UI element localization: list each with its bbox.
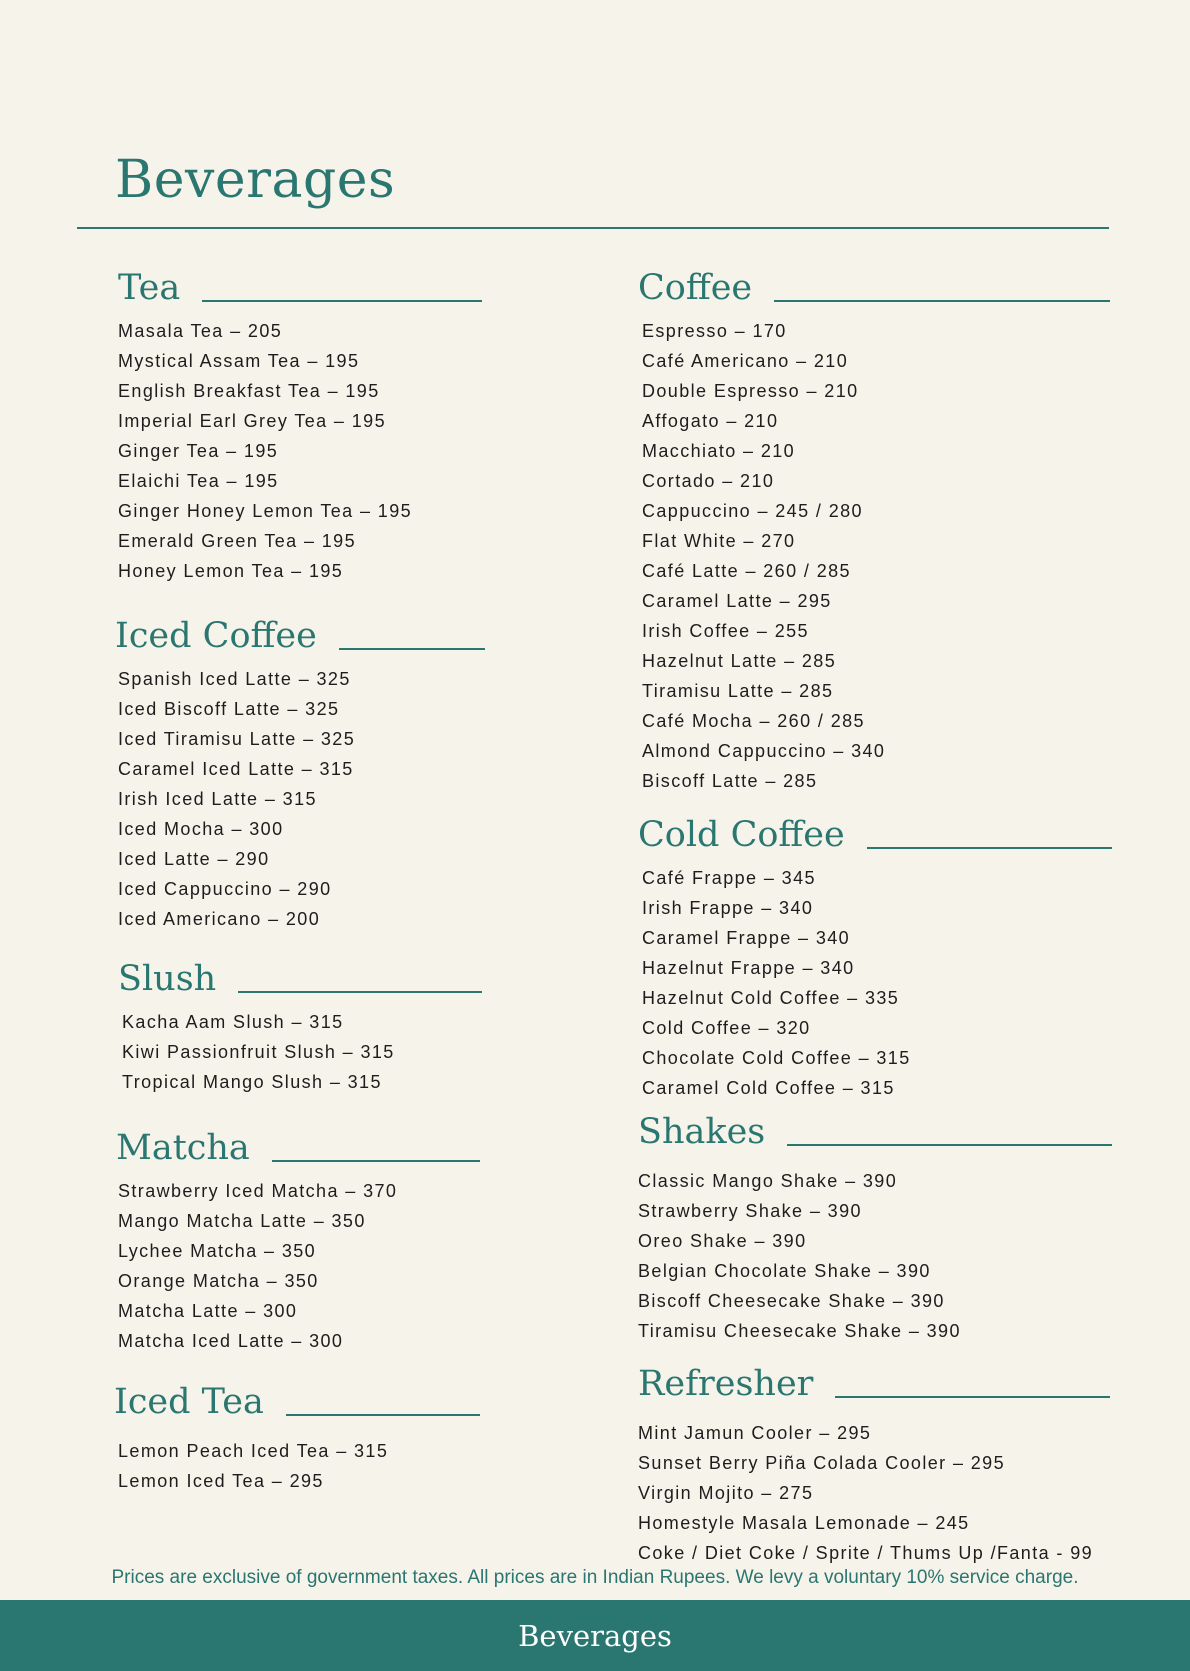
menu-item: Honey Lemon Tea – 195: [118, 561, 344, 581]
menu-item: Mystical Assam Tea – 195: [118, 351, 360, 371]
menu-item: Café Americano – 210: [642, 351, 849, 371]
section-tea: [118, 268, 482, 586]
menu-item: Iced Latte – 290: [118, 849, 270, 869]
menu-item: Double Espresso – 210: [642, 381, 859, 401]
menu-item: Caramel Iced Latte – 315: [118, 759, 354, 779]
menu-item: Virgin Mojito – 275: [638, 1483, 814, 1503]
menu-item: Café Latte – 260 / 285: [642, 561, 851, 581]
menu-item: Kacha Aam Slush – 315: [122, 1012, 344, 1032]
menu-item: Cortado – 210: [642, 471, 775, 491]
menu-item: Biscoff Latte – 285: [642, 771, 818, 791]
menu-item: Elaichi Tea – 195: [118, 471, 279, 491]
section-heading: Coffee: [638, 268, 753, 308]
menu-item: Matcha Latte – 300: [118, 1301, 298, 1321]
section-shakes: [638, 1112, 1112, 1346]
section-matcha: [116, 1128, 480, 1356]
footer-title: Beverages: [518, 1618, 672, 1653]
section-rule: [202, 300, 482, 302]
section-rule: [238, 991, 482, 993]
menu-item: Kiwi Passionfruit Slush – 315: [122, 1042, 395, 1062]
menu-item: Ginger Tea – 195: [118, 441, 279, 461]
section-iced-tea: [114, 1382, 480, 1496]
menu-item: Macchiato – 210: [642, 441, 796, 461]
menu-item: Café Mocha – 260 / 285: [642, 711, 865, 731]
price-notice: Prices are exclusive of government taxes. All prices are in Indian Rupees. We levy a voluntary 10% service charge.: [111, 1567, 1079, 1588]
section-cold-coffee: [638, 815, 1112, 1103]
menu-item: Iced Americano – 200: [118, 909, 321, 929]
section-rule: [286, 1414, 480, 1416]
section-refresher: [638, 1364, 1110, 1568]
menu-item: Orange Matcha – 350: [118, 1271, 319, 1291]
menu-item: Strawberry Shake – 390: [638, 1201, 862, 1221]
menu-item: Homestyle Masala Lemonade – 245: [638, 1513, 970, 1533]
menu-item: Tropical Mango Slush – 315: [122, 1072, 382, 1092]
menu-item: Tiramisu Cheesecake Shake – 390: [638, 1321, 961, 1341]
menu-item: Masala Tea – 205: [118, 321, 283, 341]
menu-item: Tiramisu Latte – 285: [642, 681, 834, 701]
section-iced-coffee: [115, 616, 485, 934]
menu-item: Affogato – 210: [642, 411, 779, 431]
section-heading: Shakes: [638, 1112, 766, 1152]
menu-item: Hazelnut Latte – 285: [642, 651, 837, 671]
section-rule: [272, 1160, 480, 1162]
menu-item: Strawberry Iced Matcha – 370: [118, 1181, 398, 1201]
menu-item: Irish Iced Latte – 315: [118, 789, 317, 809]
menu-item: Espresso – 170: [642, 321, 787, 341]
menu-item: Almond Cappuccino – 340: [642, 741, 886, 761]
menu-item: Spanish Iced Latte – 325: [118, 669, 351, 689]
menu-item: Caramel Latte – 295: [642, 591, 832, 611]
menu-item: Caramel Frappe – 340: [642, 928, 851, 948]
section-heading: Tea: [118, 268, 181, 308]
menu-item: Iced Biscoff Latte – 325: [118, 699, 340, 719]
menu-item: Belgian Chocolate Shake – 390: [638, 1261, 931, 1281]
menu-item: Irish Coffee – 255: [642, 621, 809, 641]
section-coffee: [638, 268, 1110, 796]
menu-item: Lychee Matcha – 350: [118, 1241, 317, 1261]
section-rule: [774, 300, 1110, 302]
menu-item: Lemon Iced Tea – 295: [118, 1471, 324, 1491]
menu-item: Caramel Cold Coffee – 315: [642, 1078, 895, 1098]
menu-item: Classic Mango Shake – 390: [638, 1171, 898, 1191]
section-heading: Iced Coffee: [115, 616, 317, 656]
section-heading: Refresher: [638, 1364, 814, 1404]
menu-item: Iced Cappuccino – 290: [118, 879, 332, 899]
menu-item: Chocolate Cold Coffee – 315: [642, 1048, 911, 1068]
menu-item: Irish Frappe – 340: [642, 898, 814, 918]
section-slush: [118, 959, 482, 1097]
section-rule: [835, 1396, 1110, 1398]
footer-bar: [0, 1600, 1190, 1671]
menu-item: Hazelnut Cold Coffee – 335: [642, 988, 900, 1008]
menu-item: Matcha Iced Latte – 300: [118, 1331, 344, 1351]
menu-item: Cappuccino – 245 / 280: [642, 501, 863, 521]
menu-item: Sunset Berry Piña Colada Cooler – 295: [638, 1453, 1005, 1473]
section-heading: Matcha: [116, 1128, 250, 1168]
menu-item: Flat White – 270: [642, 531, 796, 551]
menu-item: Iced Tiramisu Latte – 325: [118, 729, 356, 749]
menu-item: Iced Mocha – 300: [118, 819, 284, 839]
menu-item: Cold Coffee – 320: [642, 1018, 811, 1038]
menu-item: Ginger Honey Lemon Tea – 195: [118, 501, 413, 521]
menu-item: Oreo Shake – 390: [638, 1231, 807, 1251]
menu-item: Biscoff Cheesecake Shake – 390: [638, 1291, 945, 1311]
page-title: Beverages: [115, 150, 396, 210]
title-divider: [77, 227, 1109, 229]
menu-item: Imperial Earl Grey Tea – 195: [118, 411, 386, 431]
menu-item: Coke / Diet Coke / Sprite / Thums Up /Fanta - 99: [638, 1543, 1094, 1563]
section-rule: [339, 648, 485, 650]
section-rule: [787, 1144, 1112, 1146]
menu-item: Emerald Green Tea – 195: [118, 531, 356, 551]
section-rule: [867, 847, 1112, 849]
menu-item: Hazelnut Frappe – 340: [642, 958, 855, 978]
menu-item: English Breakfast Tea – 195: [118, 381, 380, 401]
menu-item: Café Frappe – 345: [642, 868, 816, 888]
menu-item: Lemon Peach Iced Tea – 315: [118, 1441, 389, 1461]
menu-item: Mint Jamun Cooler – 295: [638, 1423, 872, 1443]
section-heading: Iced Tea: [114, 1382, 264, 1422]
section-heading: Slush: [118, 959, 217, 999]
section-heading: Cold Coffee: [638, 815, 845, 855]
menu-item: Mango Matcha Latte – 350: [118, 1211, 366, 1231]
